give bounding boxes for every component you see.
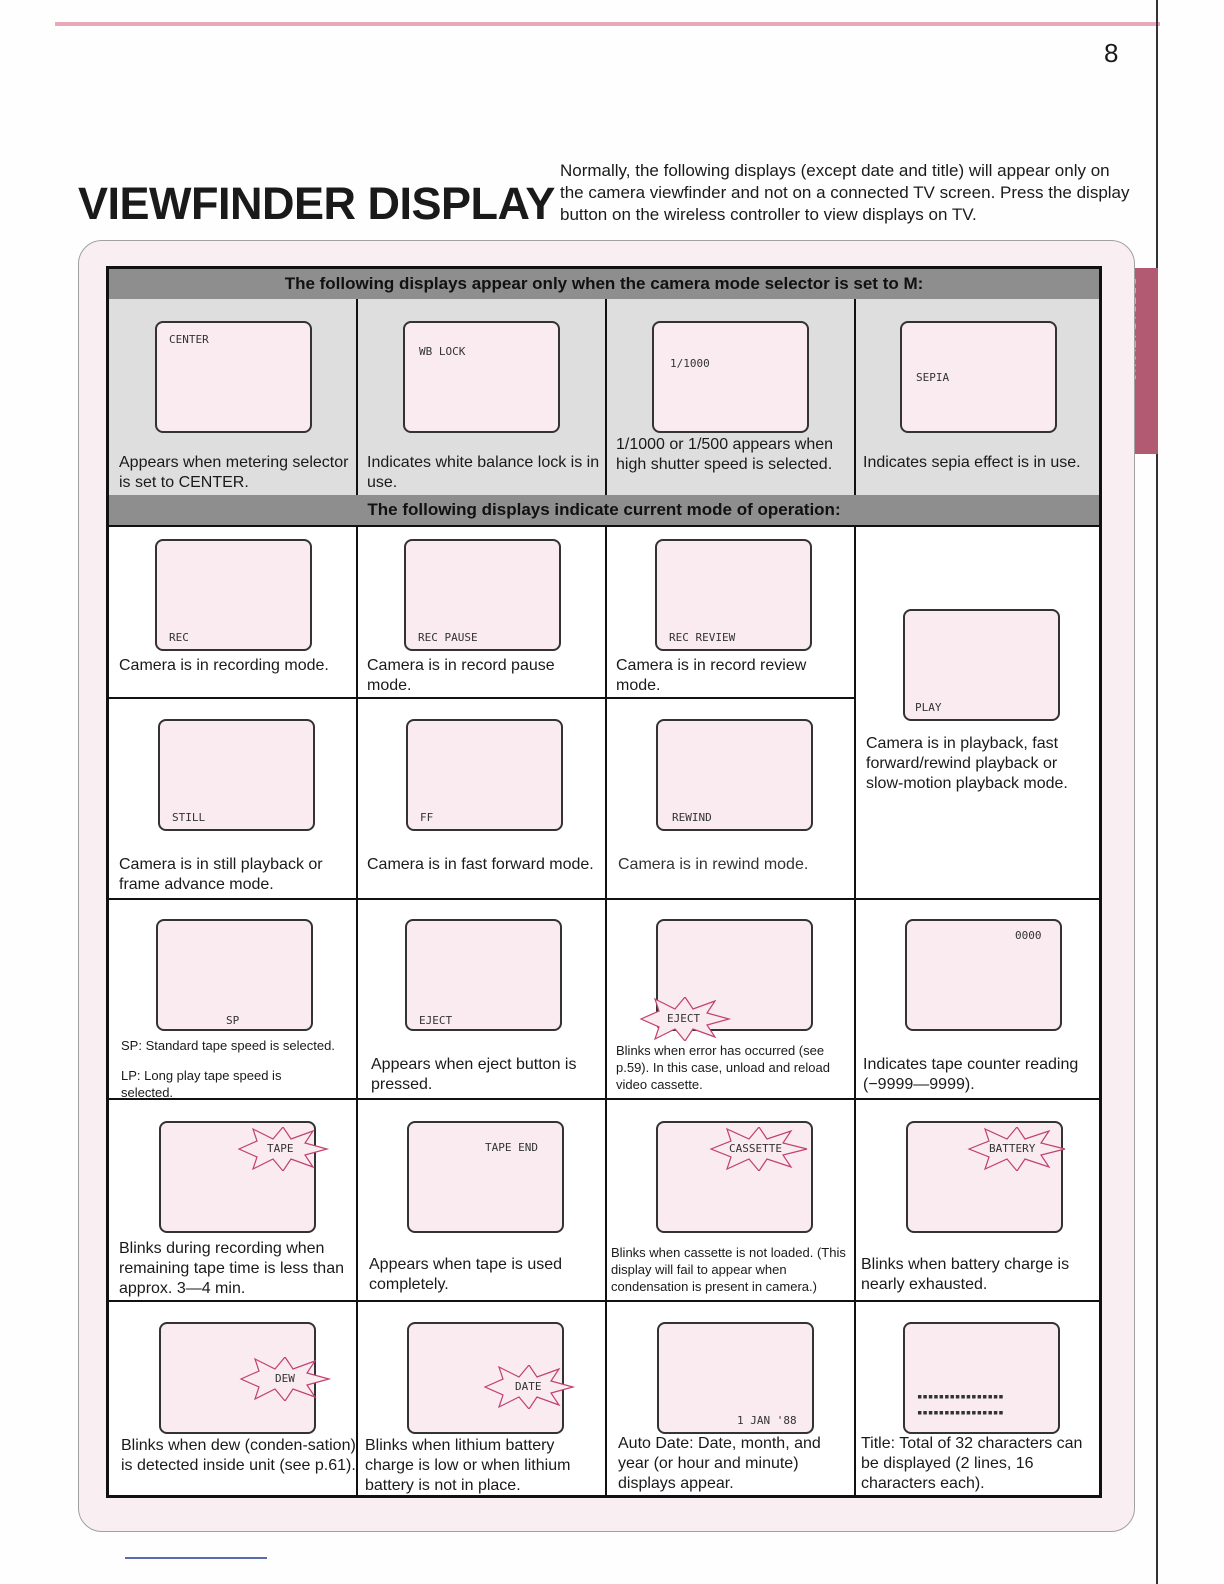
caption-tape: Blinks during recording when remaining tape time is less than approx. 3—4 min.: [119, 1240, 344, 1297]
screen-text-dew: DEW: [275, 1372, 295, 1385]
screen-text-tape: TAPE: [267, 1142, 294, 1155]
divider: [605, 527, 607, 1495]
divider: [605, 299, 607, 495]
caption-sp: SP: Standard tape speed is selected.: [121, 1038, 335, 1053]
screen-text-sepia: SEPIA: [916, 371, 950, 384]
caption-battery: Blinks when battery charge is nearly exhausted.: [861, 1256, 1070, 1293]
section2-header: The following displays indicate current mode of operation:: [109, 495, 1099, 527]
viewfinder-screen: [903, 1322, 1060, 1434]
caption-center: Appears when metering selector is set to CENTER.: [119, 454, 349, 491]
caption-sepia: Indicates sepia effect is in use.: [863, 454, 1081, 471]
caption-counter: Indicates tape counter reading (−9999—9999).: [863, 1056, 1079, 1093]
page-number: 8: [1104, 38, 1119, 68]
blink-burst-tape: [235, 1127, 331, 1171]
screen-text-still: STILL: [172, 811, 206, 824]
viewfinder-screen: [158, 719, 315, 831]
viewfinder-screen: [155, 539, 312, 651]
screen-text-counter: 0000: [1015, 929, 1042, 942]
viewfinder-screen: [406, 719, 563, 831]
screen-text-play: PLAY: [915, 701, 942, 714]
caption-rec-review: Camera is in record review mode.: [616, 657, 807, 694]
viewfinder-screen: [900, 321, 1057, 433]
screen-text-shutter: 1/1000: [670, 357, 710, 370]
screen-text-date: DATE: [515, 1380, 542, 1393]
caption-play: Camera is in playback, fast forward/rewind playback or slow-motion playback mode.: [866, 735, 1068, 792]
display-table: [106, 266, 1102, 1498]
caption-rewind: Camera is in rewind mode.: [618, 856, 809, 873]
viewfinder-screen: [404, 539, 561, 651]
screen-text-tape-end: TAPE END: [485, 1141, 538, 1154]
caption-ff: Camera is in fast forward mode.: [367, 856, 594, 873]
caption-still: Camera is in still playback or frame advance mode.: [119, 856, 323, 893]
right-edge-rule: [1156, 0, 1158, 1584]
intro-text: Normally, the following displays (except date and title) will appear only on the camera viewfinder and not on a connected TV screen. Press the display button on the wireless controller to view displays on TV.: [560, 161, 1130, 224]
viewfinder-screen: [903, 609, 1060, 721]
divider: [109, 697, 856, 699]
caption-dew: Blinks when dew (conden-sation) is detected inside unit (see p.61).: [121, 1437, 356, 1474]
screen-text-title-line2: ▪▪▪▪▪▪▪▪▪▪▪▪▪▪▪▪: [917, 1408, 1004, 1418]
caption-shutter: 1/1000 or 1/500 appears when high shutter speed is selected.: [616, 436, 834, 473]
page-title: VIEWFINDER DISPLAY: [78, 178, 555, 229]
screen-text-ff: FF: [420, 811, 434, 824]
viewfinder-screen: [905, 919, 1062, 1031]
divider: [109, 898, 1099, 900]
screen-text-cassette: CASSETTE: [729, 1142, 782, 1155]
screen-text-rec: REC: [169, 631, 189, 644]
screen-text-rec-pause: REC PAUSE: [418, 631, 478, 644]
caption-title: Title: Total of 32 characters can be displayed (2 lines, 16 characters each).: [861, 1435, 1083, 1492]
viewfinder-screen: [657, 1322, 814, 1434]
viewfinder-screen: [155, 321, 312, 433]
blink-burst-date: [481, 1365, 577, 1409]
viewfinder-screen: [655, 539, 812, 651]
screen-text-rec-review: REC REVIEW: [669, 631, 736, 644]
divider: [109, 1300, 1099, 1302]
caption-rec: Camera is in recording mode.: [119, 657, 329, 674]
viewfinder-screen: [156, 919, 313, 1031]
screen-text-rewind: REWIND: [672, 811, 712, 824]
caption-cassette: Blinks when cassette is not loaded. (This display will fail to appear when condensation is present in camera.): [611, 1245, 846, 1294]
top-rule: [55, 22, 1160, 26]
divider: [854, 527, 856, 1495]
caption-lp: LP: Long play tape speed is selected.: [121, 1068, 282, 1100]
blink-burst-eject: [637, 997, 733, 1041]
caption-eject-blink: Blinks when error has occurred (see p.59). In this case, unload and reload video cassette.: [616, 1043, 830, 1092]
screen-text-wb-lock: WB LOCK: [419, 345, 466, 358]
screen-text-sp: SP: [226, 1014, 240, 1027]
viewfinder-screen: [405, 919, 562, 1031]
blink-burst-battery: [967, 1127, 1067, 1171]
blink-burst-cassette: [709, 1127, 809, 1171]
section1-header: The following displays appear only when the camera mode selector is set to M:: [109, 269, 1099, 301]
viewfinder-screen: [656, 719, 813, 831]
caption-auto-date: Auto Date: Date, month, and year (or hour and minute) displays appear.: [618, 1435, 821, 1492]
viewfinder-screen: [403, 321, 560, 433]
screen-text-title-line1: ▪▪▪▪▪▪▪▪▪▪▪▪▪▪▪▪: [917, 1392, 1004, 1402]
caption-rec-pause: Camera is in record pause mode.: [367, 657, 555, 694]
caption-tape-end: Appears when tape is used completely.: [369, 1256, 563, 1293]
viewfinder-screen: [652, 321, 809, 433]
divider: [356, 299, 358, 495]
caption-wb-lock: Indicates white balance lock is in use.: [367, 454, 600, 491]
bottom-rule: [125, 1557, 267, 1559]
divider: [854, 299, 856, 495]
blink-burst-dew: [237, 1357, 333, 1401]
caption-eject: Appears when eject button is pressed.: [371, 1056, 577, 1093]
screen-text-auto-date: 1 JAN '88: [737, 1414, 797, 1427]
screen-text-eject-blink: EJECT: [667, 1012, 701, 1025]
caption-date-warn: Blinks when lithium battery charge is low or when lithium battery is not in place.: [365, 1437, 571, 1494]
screen-text-center: CENTER: [169, 333, 209, 346]
viewfinder-screen: [407, 1121, 564, 1233]
screen-text-eject: EJECT: [419, 1014, 453, 1027]
screen-text-battery: BATTERY: [989, 1142, 1036, 1155]
